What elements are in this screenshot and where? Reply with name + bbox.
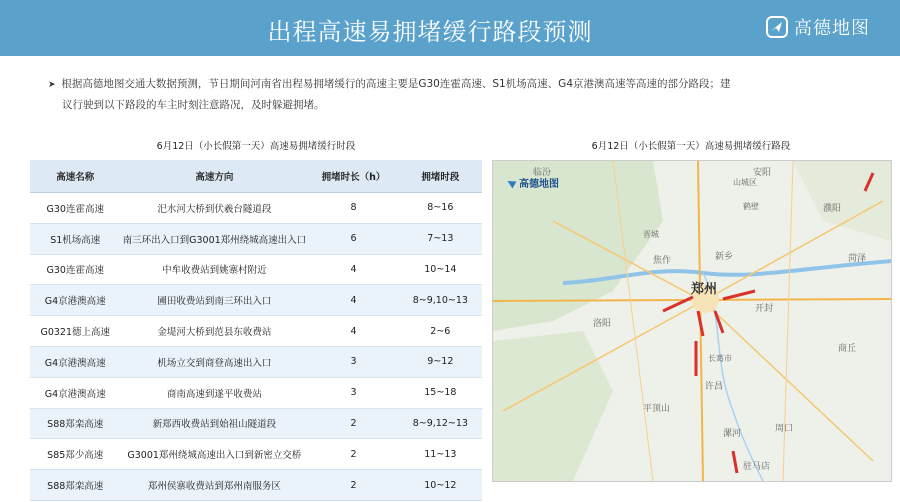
map-city: 长葛市 (708, 354, 732, 363)
cell-period: 8~9,10~13 (399, 285, 482, 316)
intro-line-1: 根据高德地图交通大数据预测，节日期间河南省出程易拥堵缓行的高速主要是G30连霍高速、S1机场高速、G4京港澳高速等高速的部分路段；建 (61, 78, 731, 90)
cell-direction: 中牟收费站到姚寨村附近 (120, 254, 308, 285)
map-city: 漯河 (723, 429, 742, 439)
map-city-main: 郑州 (691, 282, 718, 297)
congestion-table (30, 160, 482, 501)
cell-highway: G30连霍高速 (30, 193, 120, 224)
map-logo (507, 175, 559, 190)
page-title: 出程高速易拥堵缓行路段预测 (267, 18, 593, 46)
cell-direction: 新郑西收费站到始祖山隧道段 (120, 408, 308, 439)
map-city: 商丘 (838, 344, 857, 354)
map-city: 洛阳 (593, 319, 612, 329)
cell-highway: S1机场高速 (30, 223, 120, 254)
cell-duration: 3 (308, 346, 398, 377)
cell-highway: G4京港澳高速 (30, 346, 120, 377)
table-row (30, 470, 482, 501)
table-row (30, 439, 482, 470)
amap-pointer-icon (506, 177, 517, 188)
table-row (30, 254, 482, 285)
map-city: 许昌 (705, 382, 724, 392)
table-row (30, 316, 482, 347)
header-direction: 高速方向 (120, 160, 308, 193)
cell-direction: 南三环出入口到G3001郑州绕城高速出入口 (120, 223, 308, 254)
cell-period: 15~18 (399, 377, 482, 408)
table-header-row (30, 160, 482, 193)
intro-paragraph (48, 74, 788, 115)
table-caption: 6月12日（小长假第一天）高速易拥堵缓行时段 (156, 141, 356, 152)
cell-highway: G30连霍高速 (30, 254, 120, 285)
map-city: 开封 (755, 304, 774, 314)
header-duration: 拥堵时长（h） (308, 160, 398, 193)
map-city: 鹤壁 (743, 202, 759, 211)
bullet-arrow-icon: ➤ (48, 80, 56, 90)
cell-direction: G3001郑州绕城高速出入口到新密立交桥 (120, 439, 308, 470)
cell-period: 9~12 (399, 346, 482, 377)
cell-direction: 圃田收费站到南三环出入口 (120, 285, 308, 316)
map-city: 驻马店 (743, 462, 771, 472)
cell-period: 7~13 (399, 223, 482, 254)
map-city: 菏泽 (848, 254, 867, 264)
header-period: 拥堵时段 (399, 160, 482, 193)
cell-duration: 6 (308, 223, 398, 254)
map-city: 晋城 (643, 230, 659, 239)
map-city: 临汾 (533, 168, 552, 178)
map-city: 安阳 (753, 168, 772, 178)
map-canvas (493, 161, 891, 481)
map-city: 焦作 (653, 256, 672, 266)
cell-duration: 2 (308, 408, 398, 439)
map-city: 濮阳 (823, 204, 842, 214)
amap-logo-icon (766, 16, 788, 38)
cell-direction: 商南高速到遂平收费站 (120, 377, 308, 408)
cell-period: 10~12 (399, 470, 482, 501)
cell-highway: G4京港澳高速 (30, 377, 120, 408)
cell-period: 11~13 (399, 439, 482, 470)
map-caption: 6月12日（小长假第一天）高速易拥堵缓行路段 (591, 141, 791, 152)
table-row (30, 377, 482, 408)
amap-logo (766, 14, 870, 40)
cell-direction: 金堤河大桥到范县东收费站 (120, 316, 308, 347)
cell-highway: S85郑少高速 (30, 439, 120, 470)
header-highway: 高速名称 (30, 160, 120, 193)
cell-period: 8~16 (399, 193, 482, 224)
cell-duration: 4 (308, 316, 398, 347)
table-row (30, 193, 482, 224)
cell-period: 8~9,12~13 (399, 408, 482, 439)
header-banner (0, 0, 900, 56)
cell-direction: 机场立交到商登高速出入口 (120, 346, 308, 377)
table-row (30, 346, 482, 377)
congestion-map[interactable] (492, 160, 892, 482)
cell-duration: 2 (308, 470, 398, 501)
cell-duration: 4 (308, 285, 398, 316)
table-row (30, 223, 482, 254)
cell-highway: G0321德上高速 (30, 316, 120, 347)
logo-text: 高德地图 (794, 18, 870, 39)
map-city: 平顶山 (643, 404, 671, 414)
cell-duration: 3 (308, 377, 398, 408)
map-city: 山城区 (733, 178, 757, 187)
cell-duration: 8 (308, 193, 398, 224)
cell-duration: 2 (308, 439, 398, 470)
map-city: 新乡 (715, 252, 734, 262)
map-logo-text: 高德地图 (519, 179, 559, 190)
table-row (30, 408, 482, 439)
cell-highway: S88郑栾高速 (30, 470, 120, 501)
cell-direction: 郑州侯寨收费站到郑州南服务区 (120, 470, 308, 501)
cell-highway: S88郑栾高速 (30, 408, 120, 439)
intro-line-2: 议行驶到以下路段的车主时刻注意路况，及时躲避拥堵。 (62, 99, 325, 111)
map-city: 周口 (775, 424, 794, 434)
table-row (30, 285, 482, 316)
cell-period: 10~14 (399, 254, 482, 285)
cell-direction: 汜水河大桥到伏羲台隧道段 (120, 193, 308, 224)
cell-highway: G4京港澳高速 (30, 285, 120, 316)
cell-period: 2~6 (399, 316, 482, 347)
cell-duration: 4 (308, 254, 398, 285)
